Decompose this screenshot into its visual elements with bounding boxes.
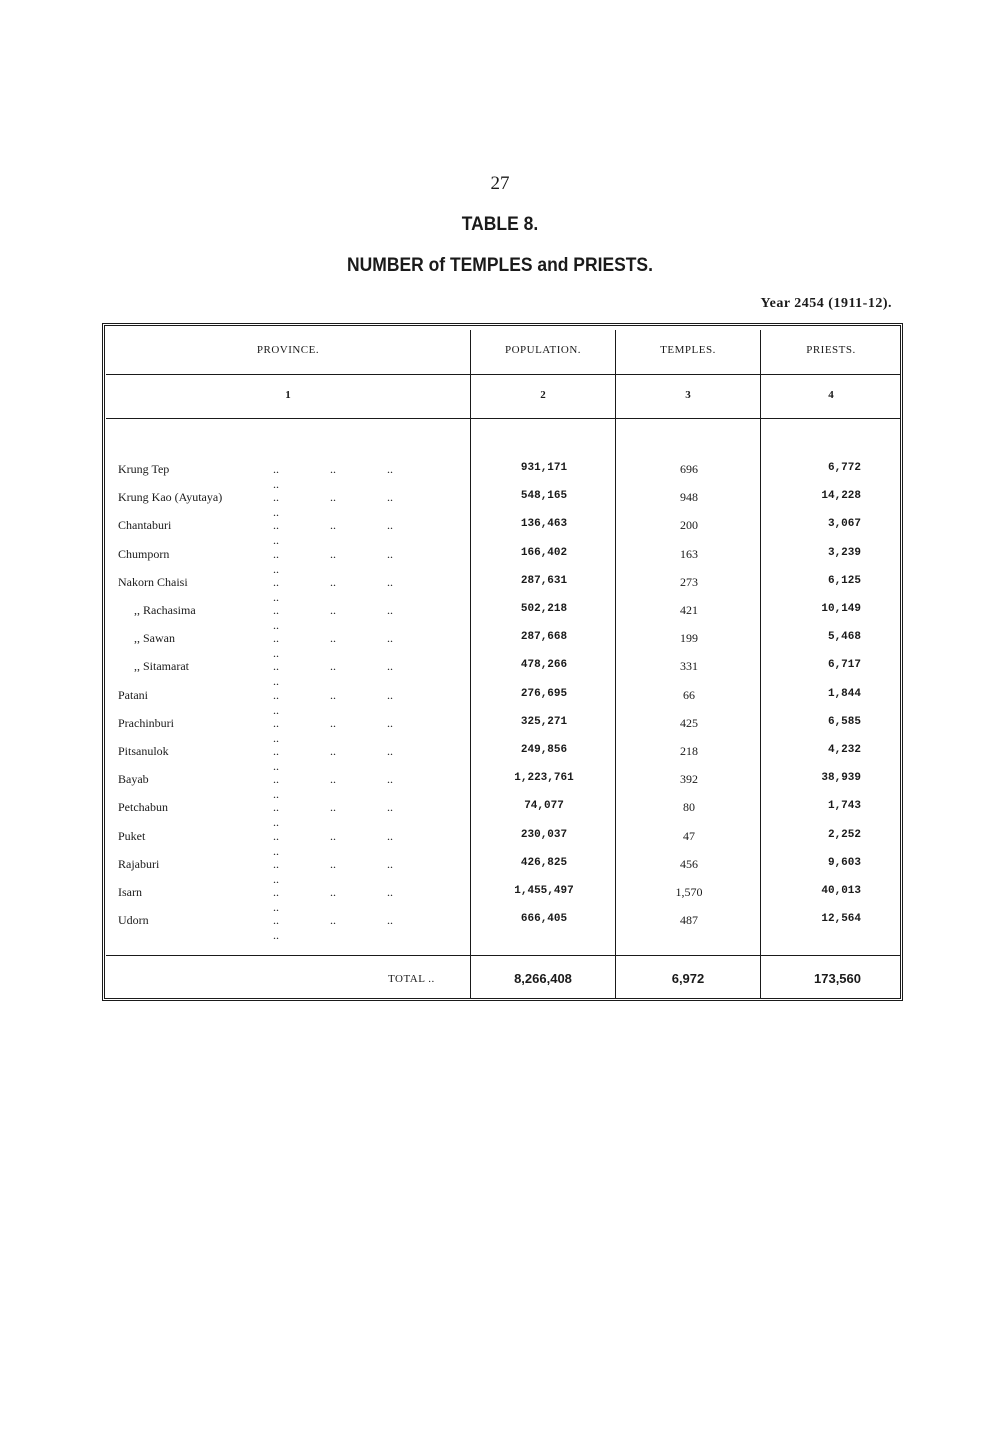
province-name: Krung Tep xyxy=(118,462,170,476)
table-row xyxy=(0,857,990,886)
population-cell: 276,695 xyxy=(520,688,568,700)
column-number-rule xyxy=(106,418,901,419)
leader-dot: .. xyxy=(273,490,279,504)
leader-dot: .. xyxy=(273,659,279,673)
population-cell: 1,455,497 xyxy=(514,885,574,897)
leader-dot: .. xyxy=(273,857,279,871)
leader-dots xyxy=(273,490,463,520)
temples-cell: 200 xyxy=(680,518,698,532)
leader-dot: .. xyxy=(387,659,393,673)
province-name: ,, Sitamarat xyxy=(134,659,189,673)
leader-dot: .. xyxy=(273,631,279,645)
year-note: Year 2454 (1911-12). xyxy=(760,296,892,311)
leader-dot: .. xyxy=(387,631,393,645)
leader-dot: .. xyxy=(330,829,336,843)
province-name: Krung Kao (Ayutaya) xyxy=(118,490,223,504)
priests-cell: 6,125 xyxy=(827,575,861,587)
total-rule xyxy=(106,955,901,956)
table-row xyxy=(0,547,990,576)
population-cell: 478,266 xyxy=(520,659,568,671)
province-name: Rajaburi xyxy=(118,857,160,871)
priests-cell: 40,013 xyxy=(821,885,861,897)
leader-dot: .. xyxy=(273,688,279,702)
leader-dot: .. xyxy=(273,505,279,519)
table-row xyxy=(0,603,990,632)
temples-cell: 80 xyxy=(683,800,695,814)
province-name: Bayab xyxy=(118,772,149,786)
priests-cell: 6,585 xyxy=(827,716,861,728)
leader-dot: .. xyxy=(387,688,393,702)
page-number: 27 xyxy=(490,173,510,194)
priests-cell: 5,468 xyxy=(827,631,861,643)
leader-dot: .. xyxy=(330,885,336,899)
population-cell: 548,165 xyxy=(520,490,568,502)
leader-dot: .. xyxy=(273,646,279,660)
leader-dot: .. xyxy=(273,844,279,858)
leader-dot: .. xyxy=(387,857,393,871)
leader-dot: .. xyxy=(273,477,279,491)
leader-dots xyxy=(273,631,463,661)
table-row xyxy=(0,885,990,914)
leader-dots xyxy=(273,462,463,492)
province-name: ,, Rachasima xyxy=(134,603,196,617)
leader-dots xyxy=(273,772,463,802)
province-name: Chumporn xyxy=(118,547,170,561)
priests-cell: 6,772 xyxy=(827,462,861,474)
leader-dot: .. xyxy=(273,885,279,899)
leader-dot: .. xyxy=(330,800,336,814)
table-row xyxy=(0,800,990,829)
priests-cell: 3,067 xyxy=(827,518,861,530)
leader-dot: .. xyxy=(387,913,393,927)
leader-dot: .. xyxy=(273,562,279,576)
table-row xyxy=(0,913,990,942)
leader-dot: .. xyxy=(273,703,279,717)
temples-cell: 331 xyxy=(680,659,698,673)
leader-dots xyxy=(273,913,463,943)
temples-cell: 218 xyxy=(680,744,698,758)
leader-dot: .. xyxy=(387,885,393,899)
column-number-2: 2 xyxy=(540,389,546,401)
table-row xyxy=(0,688,990,717)
total-label: TOTAL .. xyxy=(388,973,435,985)
leader-dots xyxy=(273,518,463,548)
leader-dot: .. xyxy=(330,772,336,786)
leader-dot: .. xyxy=(273,518,279,532)
leader-dots xyxy=(273,829,463,859)
total-temples: 6,972 xyxy=(671,971,705,986)
table-title: TABLE 8. xyxy=(461,214,539,235)
leader-dot: .. xyxy=(273,731,279,745)
leader-dot: .. xyxy=(273,772,279,786)
temples-cell: 392 xyxy=(680,772,698,786)
column-number-1: 1 xyxy=(285,389,291,401)
population-cell: 74,077 xyxy=(524,800,564,812)
population-cell: 166,402 xyxy=(520,547,568,559)
province-name: Udorn xyxy=(118,913,149,927)
leader-dot: .. xyxy=(387,603,393,617)
leader-dot: .. xyxy=(387,575,393,589)
table-row xyxy=(0,829,990,858)
population-cell: 249,856 xyxy=(520,744,568,756)
total-population: 8,266,408 xyxy=(514,971,572,986)
leader-dot: .. xyxy=(273,787,279,801)
leader-dot: .. xyxy=(273,603,279,617)
population-cell: 1,223,761 xyxy=(514,772,574,784)
leader-dot: .. xyxy=(387,462,393,476)
table-row xyxy=(0,631,990,660)
leader-dot: .. xyxy=(330,857,336,871)
table-subtitle: NUMBER of TEMPLES and PRIESTS. xyxy=(347,255,653,276)
leader-dots xyxy=(273,603,463,633)
header-population: POPULATION. xyxy=(504,344,582,356)
leader-dot: .. xyxy=(330,547,336,561)
leader-dot: .. xyxy=(330,913,336,927)
population-cell: 136,463 xyxy=(520,518,568,530)
leader-dot: .. xyxy=(273,590,279,604)
leader-dot: .. xyxy=(273,716,279,730)
leader-dots xyxy=(273,885,463,915)
temples-cell: 421 xyxy=(680,603,698,617)
priests-cell: 10,149 xyxy=(821,603,861,615)
leader-dots xyxy=(273,857,463,887)
leader-dot: .. xyxy=(387,744,393,758)
priests-cell: 14,228 xyxy=(821,490,861,502)
priests-cell: 2,252 xyxy=(827,829,861,841)
temples-cell: 425 xyxy=(680,716,698,730)
table-row xyxy=(0,462,990,491)
leader-dot: .. xyxy=(387,800,393,814)
temples-cell: 163 xyxy=(680,547,698,561)
column-number-3: 3 xyxy=(685,389,691,401)
priests-cell: 9,603 xyxy=(827,857,861,869)
table-row xyxy=(0,659,990,688)
leader-dot: .. xyxy=(273,759,279,773)
leader-dot: .. xyxy=(330,575,336,589)
leader-dot: .. xyxy=(273,829,279,843)
temples-cell: 1,570 xyxy=(675,885,703,899)
leader-dot: .. xyxy=(330,462,336,476)
leader-dots xyxy=(273,688,463,718)
leader-dot: .. xyxy=(330,688,336,702)
leader-dot: .. xyxy=(387,772,393,786)
leader-dot: .. xyxy=(273,913,279,927)
leader-dot: .. xyxy=(330,631,336,645)
leader-dots xyxy=(273,716,463,746)
population-cell: 426,825 xyxy=(520,857,568,869)
leader-dot: .. xyxy=(273,618,279,632)
table-row xyxy=(0,744,990,773)
leader-dot: .. xyxy=(273,815,279,829)
leader-dot: .. xyxy=(273,800,279,814)
priests-cell: 38,939 xyxy=(821,772,861,784)
table-row xyxy=(0,716,990,745)
leader-dot: .. xyxy=(387,716,393,730)
leader-dots xyxy=(273,547,463,577)
population-cell: 230,037 xyxy=(520,829,568,841)
leader-dot: .. xyxy=(387,518,393,532)
leader-dot: .. xyxy=(273,900,279,914)
temples-cell: 66 xyxy=(683,688,695,702)
leader-dot: .. xyxy=(330,518,336,532)
table-row xyxy=(0,772,990,801)
priests-cell: 3,239 xyxy=(827,547,861,559)
province-name: Puket xyxy=(118,829,146,843)
temples-cell: 696 xyxy=(680,462,698,476)
leader-dot: .. xyxy=(273,547,279,561)
leader-dot: .. xyxy=(330,603,336,617)
population-cell: 666,405 xyxy=(520,913,568,925)
header-rule xyxy=(106,374,901,375)
leader-dots xyxy=(273,800,463,830)
temples-cell: 487 xyxy=(680,913,698,927)
header-province: PROVINCE. xyxy=(256,344,320,356)
temples-cell: 199 xyxy=(680,631,698,645)
leader-dot: .. xyxy=(273,928,279,942)
province-name: Chantaburi xyxy=(118,518,172,532)
province-name: Isarn xyxy=(118,885,142,899)
population-cell: 287,631 xyxy=(520,575,568,587)
leader-dots xyxy=(273,744,463,774)
priests-cell: 1,844 xyxy=(827,688,861,700)
population-cell: 502,218 xyxy=(520,603,568,615)
leader-dot: .. xyxy=(387,829,393,843)
table-row xyxy=(0,518,990,547)
leader-dot: .. xyxy=(273,533,279,547)
province-name: Petchabun xyxy=(118,800,168,814)
leader-dot: .. xyxy=(273,575,279,589)
province-name: Prachinburi xyxy=(118,716,174,730)
leader-dot: .. xyxy=(273,744,279,758)
leader-dot: .. xyxy=(330,716,336,730)
province-name: Patani xyxy=(118,688,148,702)
total-priests: 173,560 xyxy=(814,971,861,986)
priests-cell: 1,743 xyxy=(827,800,861,812)
temples-cell: 456 xyxy=(680,857,698,871)
leader-dot: .. xyxy=(273,462,279,476)
population-cell: 287,668 xyxy=(520,631,568,643)
header-priests: PRIESTS. xyxy=(806,344,856,356)
leader-dot: .. xyxy=(330,744,336,758)
temples-cell: 47 xyxy=(683,829,695,843)
priests-cell: 4,232 xyxy=(827,744,861,756)
leader-dots xyxy=(273,659,463,689)
priests-cell: 12,564 xyxy=(821,913,861,925)
leader-dot: .. xyxy=(387,490,393,504)
leader-dot: .. xyxy=(387,547,393,561)
table-row xyxy=(0,575,990,604)
province-name: Pitsanulok xyxy=(118,744,169,758)
column-number-4: 4 xyxy=(828,389,834,401)
temples-cell: 948 xyxy=(680,490,698,504)
leader-dots xyxy=(273,575,463,605)
population-cell: 931,171 xyxy=(520,462,568,474)
priests-cell: 6,717 xyxy=(827,659,861,671)
temples-cell: 273 xyxy=(680,575,698,589)
header-temples: TEMPLES. xyxy=(660,344,716,356)
province-name: Nakorn Chaisi xyxy=(118,575,188,589)
population-cell: 325,271 xyxy=(520,716,568,728)
leader-dot: .. xyxy=(273,872,279,886)
leader-dot: .. xyxy=(273,674,279,688)
leader-dot: .. xyxy=(330,659,336,673)
leader-dot: .. xyxy=(330,490,336,504)
table-row xyxy=(0,490,990,519)
province-name: ,, Sawan xyxy=(134,631,175,645)
